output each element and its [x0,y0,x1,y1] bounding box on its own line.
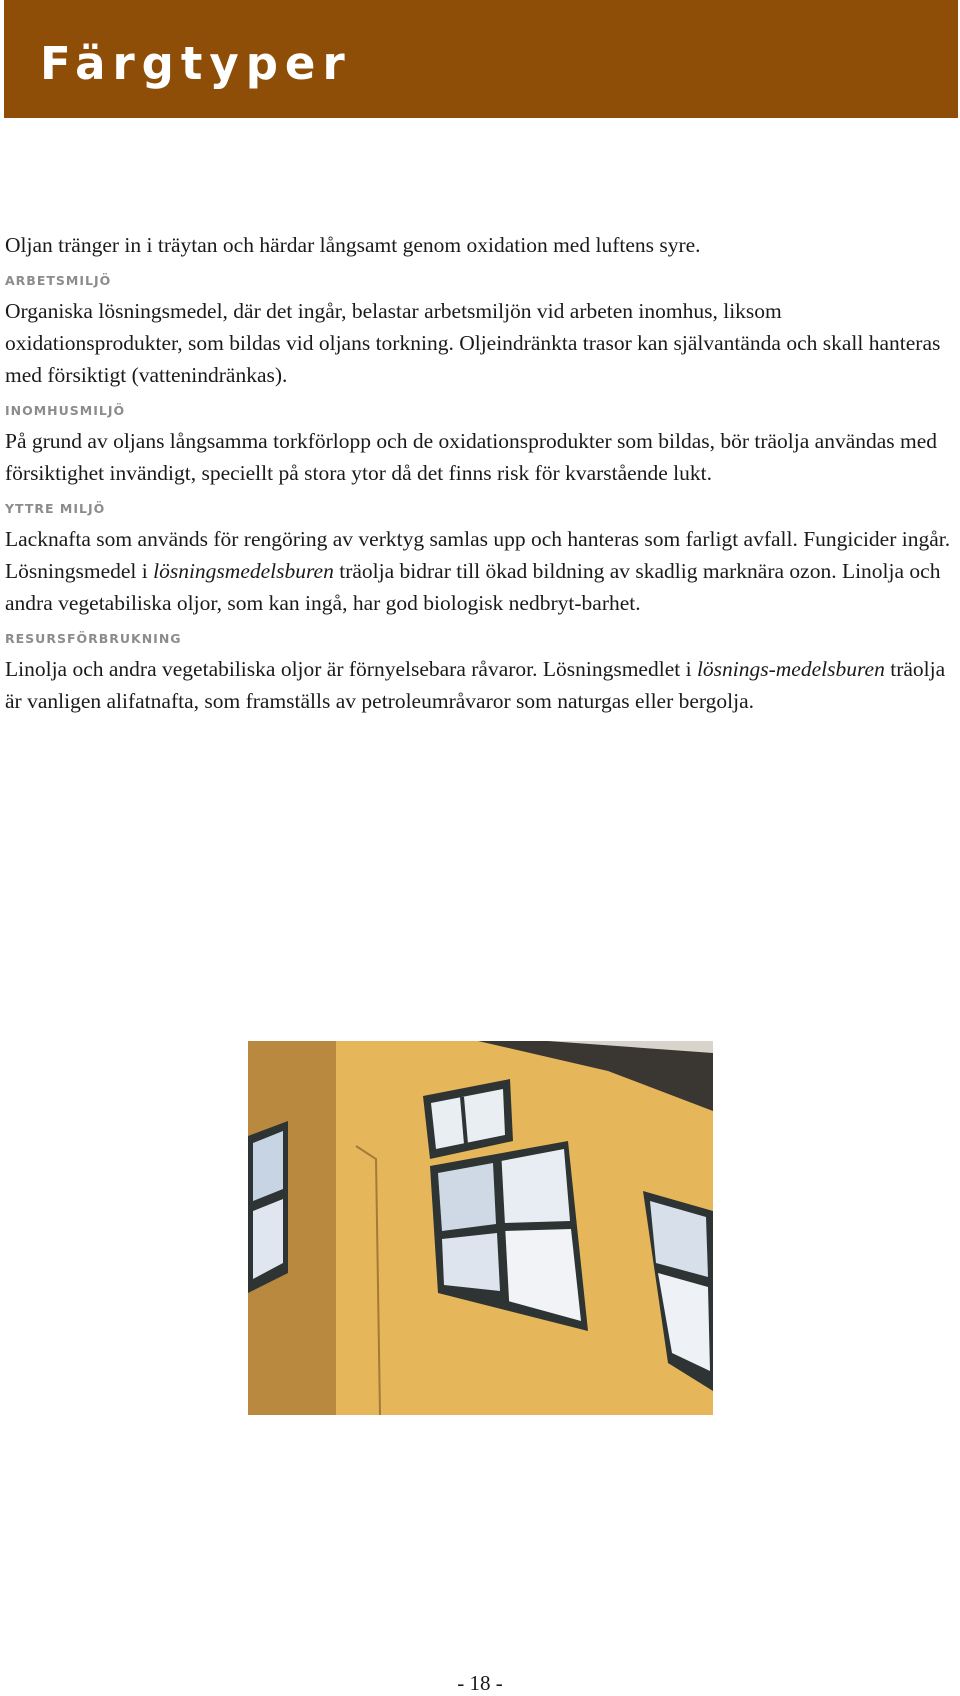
text-part: träolja bidrar till ökad bildning av skadlig marknära ozon. Linolja och andra vegetabiliska oljor, som kan ingå, har god biologisk nedbryt-barhet. [5,559,941,615]
text-part: Linolja och andra vegetabiliska oljor är förnyelsebara råvaror. Lösningsmedlet i [5,657,697,681]
header-band [4,0,958,118]
text-part: Lacknafta som används för rengöring av verktyg samlas upp och hanteras som farligt avfall. Fungicider ingår. Lösningsmedel i [5,527,951,583]
section-paragraph: Organiska lösningsmedel, där det ingår, belastar arbetsmiljön vid arbeten inomhus, liksom oxidationsprodukter, som bildas vid oljans torkning. Oljeindränkta trasor kan självantända och skall hanteras med försiktigt (vattenindränkas). [5,299,941,387]
section-heading: ARBETSMILJÖ [5,273,112,288]
section-heading: YTTRE MILJÖ [5,501,106,516]
section-paragraph [5,653,955,717]
facade-illustration [248,1041,713,1415]
section-heading: RESURSFÖRBRUKNING [5,631,182,646]
section-arbetsmiljo [5,271,955,391]
section-inomhusmiljo [5,401,955,489]
section-yttre-miljo [5,499,955,619]
page-title: Färgtyper [40,37,352,90]
building-facade-photo [248,1041,713,1415]
intro-paragraph: Oljan tränger in i träytan och härdar långsamt genom oxidation med luftens syre. [5,233,701,257]
left-window [248,1121,288,1293]
document-body [5,229,955,717]
italic-term: lösningsmedelsburen [153,559,334,583]
text-part: träolja är vanligen alifatnafta, som framställs av petroleumråvaror som naturgas eller bergolja. [5,657,946,713]
section-resursforbrukning [5,629,955,717]
page-number: - 18 - [457,1671,503,1695]
section-paragraph [5,523,955,619]
section-paragraph: På grund av oljans långsamma torkförlopp och de oxidationsprodukter som bildas, bör träolja användas med försiktighet invändigt, speciellt på stora ytor då det finns risk för kvarstående lukt. [5,429,938,485]
section-heading: INOMHUSMILJÖ [5,403,126,418]
italic-term: lösnings-medelsburen [696,657,885,681]
